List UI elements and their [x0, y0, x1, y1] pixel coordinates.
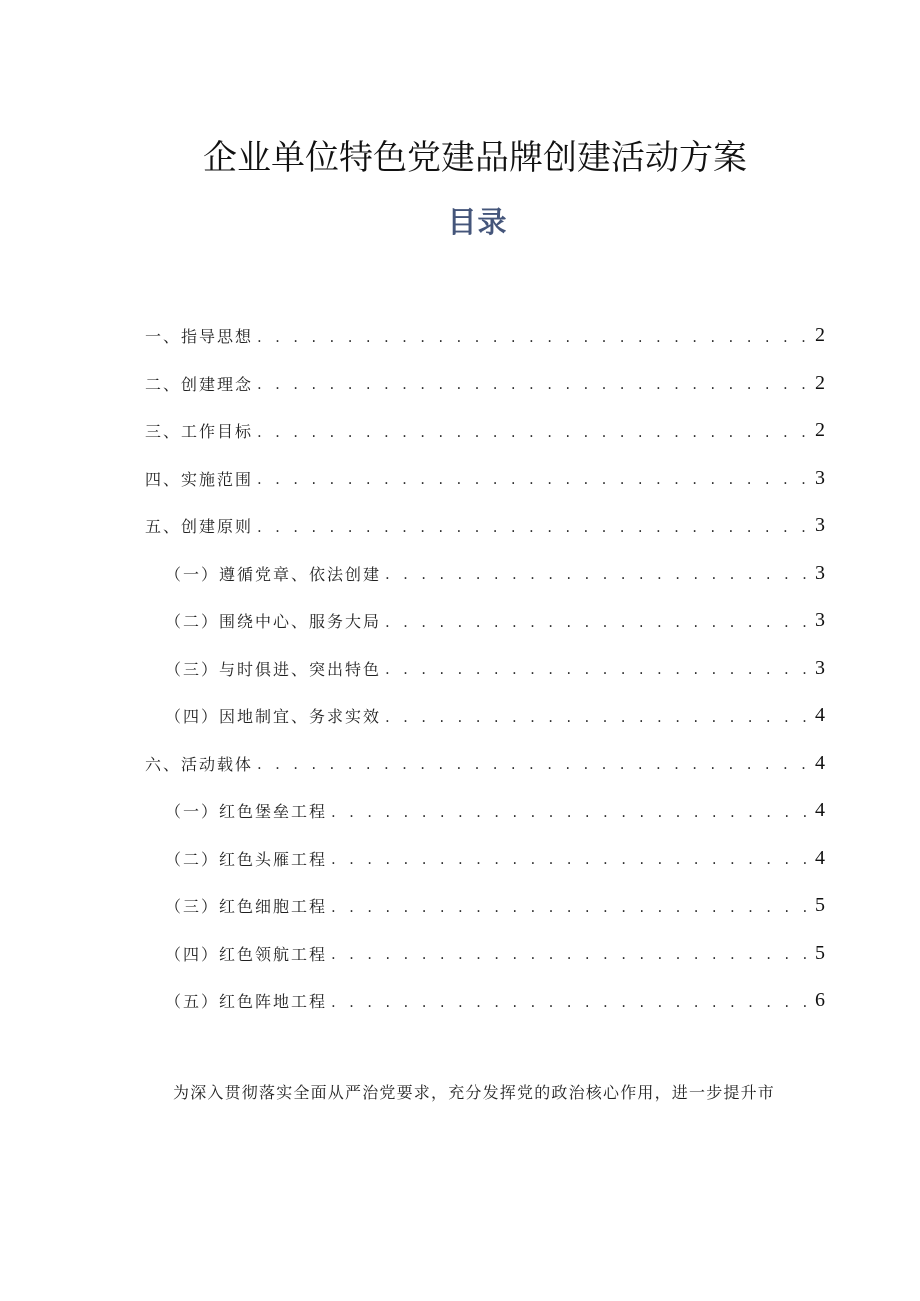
toc-entry-page-number: 3: [815, 466, 825, 489]
toc-entry-label: （一）红色堡垒工程: [165, 802, 328, 822]
toc-entry-page-number: 2: [815, 419, 825, 442]
toc-entry-label: 三、工作目标: [145, 422, 254, 442]
toc-dot-leader: [331, 804, 811, 820]
toc-dot-leader: [257, 756, 811, 772]
toc-dot-leader: [385, 566, 811, 582]
toc-dot-leader: [331, 851, 811, 867]
toc-entry-page-number: 4: [815, 799, 825, 822]
toc-entry[interactable]: [145, 930, 825, 978]
toc-entry-page-number: 5: [815, 941, 825, 964]
toc-entry-label: （五）红色阵地工程: [165, 992, 328, 1012]
toc-entry[interactable]: [145, 455, 825, 503]
toc-dot-leader: [257, 471, 811, 487]
toc-entry-label: （三）与时俱进、突出特色: [165, 659, 382, 679]
toc-dot-leader: [385, 709, 811, 725]
body-paragraph: 为深入贯彻落实全面从严治党要求，充分发挥党的政治核心作用，进一步提升市: [173, 1083, 776, 1102]
toc-entry-label: 四、实施范围: [145, 469, 254, 489]
toc-entry-page-number: 4: [815, 751, 825, 774]
toc-heading: 目录: [447, 205, 508, 239]
toc-entry-label: 六、活动载体: [145, 754, 254, 774]
toc-entry-page-number: 4: [815, 846, 825, 869]
toc-entry-label: （一）遵循党章、依法创建: [165, 564, 382, 584]
toc-dot-leader: [257, 424, 811, 440]
toc-entry[interactable]: [145, 312, 825, 360]
toc-entry-label: 二、创建理念: [145, 374, 254, 394]
toc-dot-leader: [331, 994, 811, 1010]
toc-entry-page-number: 6: [815, 989, 825, 1012]
toc-entry[interactable]: [145, 835, 825, 883]
toc-entry-page-number: 5: [815, 894, 825, 917]
toc-entry-label: （二）红色头雁工程: [165, 849, 328, 869]
toc-entry-page-number: 3: [815, 514, 825, 537]
toc-entry-label: 一、指导思想: [145, 327, 254, 347]
toc-entry[interactable]: [145, 550, 825, 598]
toc-entry[interactable]: [145, 597, 825, 645]
toc-entry-page-number: 2: [815, 371, 825, 394]
toc-entry[interactable]: [145, 645, 825, 693]
toc-entry-page-number: 2: [815, 324, 825, 347]
toc-entry-page-number: 3: [815, 656, 825, 679]
toc-entry[interactable]: [145, 882, 825, 930]
toc-entry[interactable]: [145, 787, 825, 835]
toc-dot-leader: [385, 661, 811, 677]
toc-entry[interactable]: [145, 502, 825, 550]
toc-dot-leader: [257, 329, 811, 345]
toc-entry[interactable]: [145, 692, 825, 740]
toc-dot-leader: [257, 519, 811, 535]
toc-dot-leader: [257, 376, 811, 392]
toc-entry-label: （二）围绕中心、服务大局: [165, 612, 382, 632]
toc-entry-page-number: 4: [815, 704, 825, 727]
toc-entry[interactable]: [145, 977, 825, 1025]
table-of-contents: [145, 312, 825, 1025]
toc-entry-label: （四）红色领航工程: [165, 944, 328, 964]
toc-entry-label: （三）红色细胞工程: [165, 897, 328, 917]
toc-entry-label: （四）因地制宜、务求实效: [165, 707, 382, 727]
toc-dot-leader: [331, 899, 811, 915]
toc-entry-page-number: 3: [815, 561, 825, 584]
toc-entry[interactable]: [145, 407, 825, 455]
toc-dot-leader: [385, 614, 811, 630]
toc-entry-page-number: 3: [815, 609, 825, 632]
toc-dot-leader: [331, 946, 811, 962]
document-title: 企业单位特色党建品牌创建活动方案: [203, 138, 747, 178]
toc-entry-label: 五、创建原则: [145, 517, 254, 537]
toc-entry[interactable]: [145, 360, 825, 408]
toc-entry[interactable]: [145, 740, 825, 788]
